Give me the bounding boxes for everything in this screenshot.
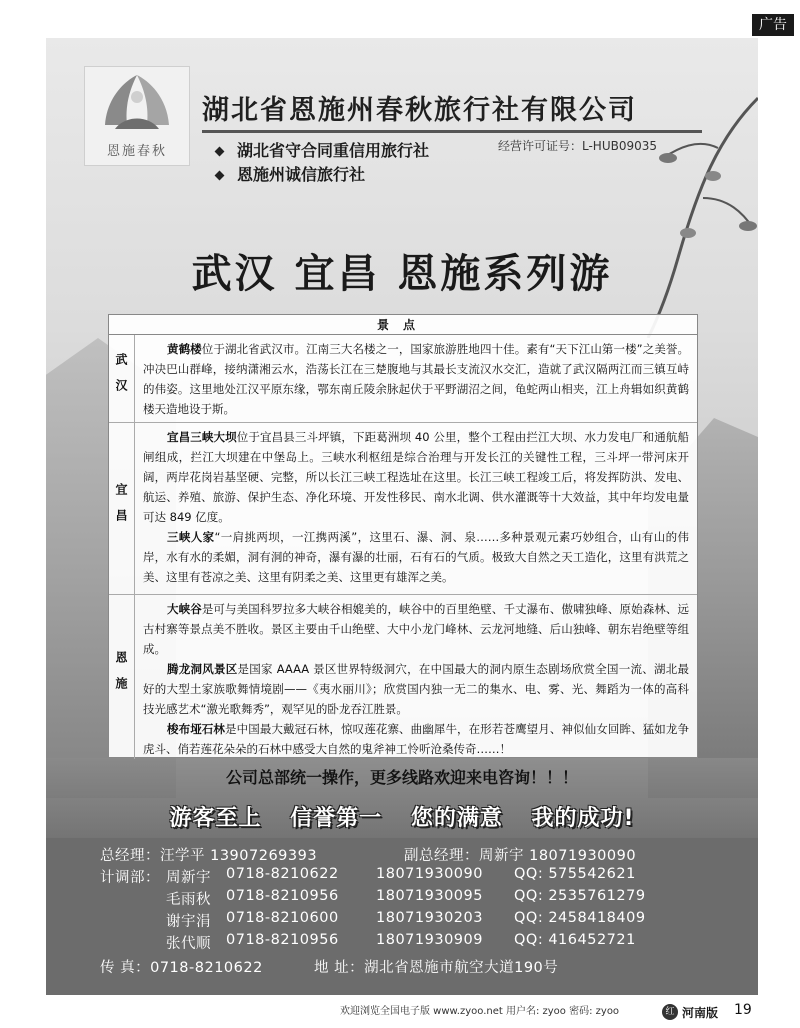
page-footer xyxy=(0,998,800,1028)
attraction-description: 是中国最大戴冠石林，惊叹莲花寨、曲幽犀牛，在形若苍鹰望月、神似仙女回眸、猛如龙争虎斗、俏若莲花朵朵的石林中感受大自然的鬼斧神工怜听沧桑传奇……！ xyxy=(143,722,689,756)
staff-name: 张代顺 xyxy=(166,936,211,952)
staff-mobile: 18071930090 xyxy=(376,866,483,882)
edition-name: 河南版 xyxy=(682,1006,719,1020)
logo-mark-icon xyxy=(85,67,189,139)
address: 地 址：湖北省恩施市航空大道190号 xyxy=(314,960,559,976)
slogan-phrase: 我的成功! xyxy=(531,806,635,831)
slogan-phrase: 信誉第一 xyxy=(290,806,383,831)
license-number: 经营许可证号：L-HUB09035 xyxy=(498,139,658,153)
advertisement-frame xyxy=(46,38,758,995)
attraction-paragraph xyxy=(143,719,689,759)
attraction-description: 位于湖北省武汉市。江南三大名楼之一，国家旅游胜地四十佳。素有“天下江山第一楼”之美誉。冲决巴山群峰，接纳潇湘云水，浩荡长江在三楚腹地与其最长支流汉水交汇，造就了武汉隔两江而三镇互峙的伟姿。这里地处江汉平原东缘，鄂东南丘陵余脉起伏于平野湖沼之间，龟蛇两山相夹，江上舟辑如织黄鹤楼天造地设于斯。 xyxy=(143,342,689,416)
attraction-name: 宜昌三峡大坝 xyxy=(167,430,237,444)
city-label: 宜昌 xyxy=(109,423,135,594)
staff-qq: QQ: 2458418409 xyxy=(514,910,646,926)
attraction-paragraph xyxy=(143,339,689,419)
staff-phone: 0718-8210956 xyxy=(226,888,339,904)
edition-circle-icon: 红 xyxy=(662,1004,678,1020)
consult-line: 公司总部统一操作，更多线路欢迎来电咨询！！！ xyxy=(225,768,578,787)
page-number: 19 xyxy=(734,1002,752,1018)
ad-label: 广告 xyxy=(752,14,794,36)
table-header: 景点 xyxy=(109,315,697,335)
city-label: 武汉 xyxy=(109,335,135,422)
attraction-paragraph xyxy=(143,527,689,587)
attraction-name: 黄鹤楼 xyxy=(167,342,202,356)
attraction-paragraph xyxy=(143,599,689,659)
row-content xyxy=(143,427,689,587)
staff-qq: QQ: 575542621 xyxy=(514,866,636,882)
dispatch-label: 计调部： xyxy=(100,870,160,886)
staff-qq: QQ: 416452721 xyxy=(514,932,636,948)
company-logo xyxy=(84,66,190,166)
deputy-manager: 副总经理：周新宇 18071930090 xyxy=(404,848,637,864)
logo-caption: 恩施春秋 xyxy=(106,144,167,159)
staff-phone: 0718-8210956 xyxy=(226,932,339,948)
staff-name: 毛雨秋 xyxy=(166,892,211,908)
slogan-phrase: 您的满意 xyxy=(410,806,503,831)
city-label: 恩施 xyxy=(109,595,135,759)
staff-name: 周新宇 xyxy=(166,870,211,886)
diamond-bullet-icon xyxy=(215,147,225,157)
attraction-description: 是国家 AAAA 景区世界特级洞穴，在中国最大的洞内原生态剧场欣赏全国一流、湖北最好的大型土家族歌舞情境剧——《夷水丽川》；欣赏国内独一无二的集水、电、雾、光、舞蹈为一体的高科技光感艺术“激光歌舞秀”，观罕见的卧龙吞江胜景。 xyxy=(143,662,689,716)
slogan xyxy=(46,801,758,832)
table-row xyxy=(109,335,697,423)
footer-site-info: 欢迎浏览全国电子版 www.zyoo.net 用户名: zyoo 密码: zyoo xyxy=(340,1006,620,1017)
company-name: 湖北省恩施州春秋旅行社有限公司 xyxy=(202,95,637,126)
staff-name: 谢宇涓 xyxy=(166,914,211,930)
fax: 传 真：0718-8210622 xyxy=(100,960,263,976)
bullet-text: 恩施州诚信旅行社 xyxy=(237,165,366,184)
row-content xyxy=(143,599,689,759)
bullet-text: 湖北省守合同重信用旅行社 xyxy=(237,141,430,160)
attraction-description: 是可与美国科罗拉多大峡谷相媲美的，峡谷中的百里绝壁、千丈瀑布、傲啸独峰、原始森林、远古村寨等景点美不胜收。景区主要由千山绝壁、大中小龙门峰林、云龙河地缝、后山独峰、朝东岩绝壁等组成。 xyxy=(143,602,690,656)
attraction-description: 位于宜昌县三斗坪镇，下距葛洲坝 40 公里，整个工程由拦江大坝、水力发电厂和通航船闸组成，拦江大坝建在中堡岛上。三峡水利枢纽是综合治理与开发长江的关键性工程，三斗坪一带河床开阔，两岸花岗岩基坚硬、完整，所以长江三峡工程选址在这里。长江三峡工程竣工后，将发挥防洪、发电、航运、养殖、旅游、保护生态、净化环境、开发性移民、南水北调、供水灌溉等十大效益，其中年均发电量可达 849 亿度。 xyxy=(143,430,689,524)
bullet-integrity xyxy=(216,162,365,185)
attraction-name: 三峡人家 xyxy=(167,530,215,544)
staff-mobile: 18071930095 xyxy=(376,888,483,904)
edition-block xyxy=(660,1000,800,1024)
attraction-name: 大峡谷 xyxy=(167,602,202,616)
staff-mobile: 18071930203 xyxy=(376,910,483,926)
table-row xyxy=(109,423,697,595)
title-underline xyxy=(202,130,702,133)
diamond-bullet-icon xyxy=(215,171,225,181)
attractions-table xyxy=(108,314,698,758)
table-row xyxy=(109,595,697,759)
staff-phone: 0718-8210622 xyxy=(226,866,339,882)
attraction-paragraph xyxy=(143,659,689,719)
bullet-credit xyxy=(216,138,429,161)
attraction-paragraph xyxy=(143,427,689,527)
attraction-name: 腾龙洞风景区 xyxy=(167,662,238,676)
row-content xyxy=(143,339,689,419)
staff-mobile: 18071930909 xyxy=(376,932,483,948)
attraction-description: “一肩挑两坝，一江携两溪”，这里石、瀑、洞、泉……多种景观元素巧妙组合，山有山的伟岸，水有水的柔媚，洞有洞的神奇，瀑有瀑的壮丽，石有石的气质。极致大自然之天工造化，这里有洪荒之美、这里有苍凉之美、这里有阴柔之美、这里更有雄浑之美。 xyxy=(143,530,689,584)
staff-qq: QQ: 2535761279 xyxy=(514,888,646,904)
attraction-name: 梭布垭石林 xyxy=(167,722,226,736)
contact-section xyxy=(46,838,758,995)
staff-phone: 0718-8210600 xyxy=(226,910,339,926)
headline: 武汉 宜昌 恩施系列游 xyxy=(191,251,613,297)
slogan-phrase: 游客至上 xyxy=(169,806,262,831)
general-manager: 总经理：汪学平 13907269393 xyxy=(100,848,318,864)
